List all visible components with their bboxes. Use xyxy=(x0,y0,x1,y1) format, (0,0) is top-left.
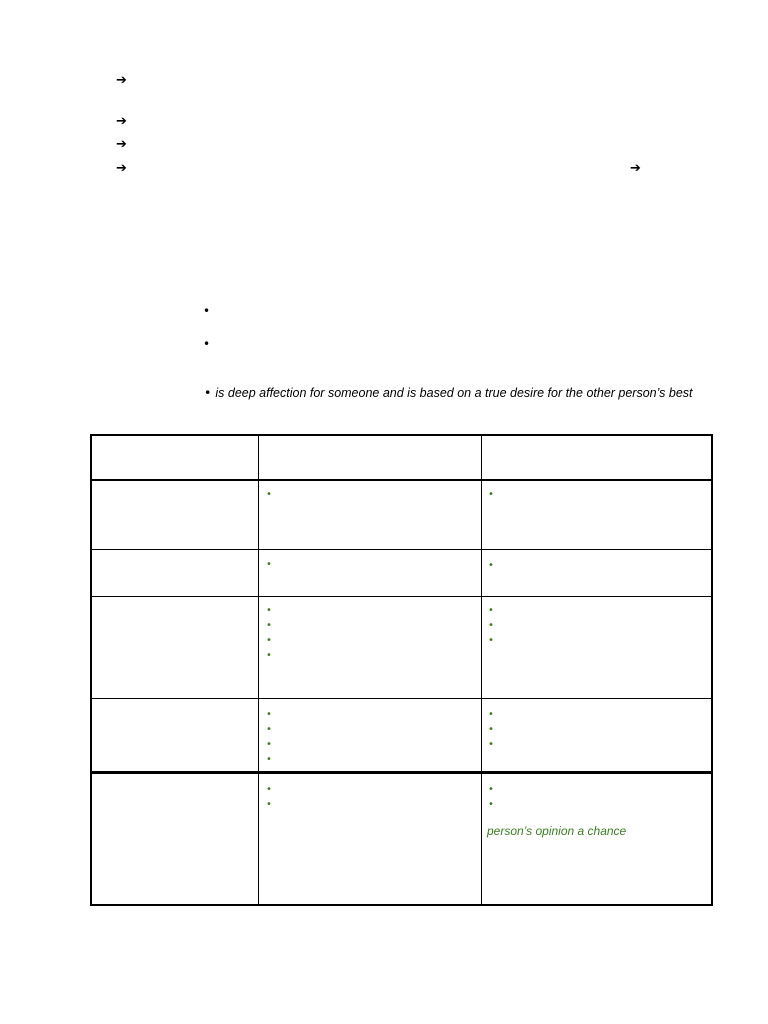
bullet-icon: • xyxy=(266,799,272,810)
bullet-icon: • xyxy=(266,739,272,750)
comparison-table xyxy=(90,434,713,906)
arrow-icon: ➔ xyxy=(630,161,641,176)
bullet-icon: • xyxy=(266,620,272,631)
bullet-icon: • xyxy=(488,784,494,795)
arrow-icon: ➔ xyxy=(116,73,127,88)
bullet-icon: • xyxy=(488,724,494,735)
arrow-icon: ➔ xyxy=(116,114,127,129)
bullet-icon: • xyxy=(266,605,272,616)
bullet-icon: • xyxy=(488,739,494,750)
arrow-icon: ➔ xyxy=(116,161,127,176)
bullet-icon: • xyxy=(488,560,494,571)
bullet-icon: • xyxy=(488,605,494,616)
bullet-icon: • xyxy=(266,635,272,646)
row-divider xyxy=(92,596,711,597)
bullet-icon: • xyxy=(488,799,494,810)
bullet-icon: • xyxy=(488,709,494,720)
bullet-icon: • xyxy=(266,559,272,570)
bullet-icon: • xyxy=(266,709,272,720)
bullet-icon: • xyxy=(488,620,494,631)
bullet-icon: • xyxy=(266,784,272,795)
bullet-icon: • xyxy=(204,385,212,400)
row-divider xyxy=(92,698,711,699)
bullet-icon: • xyxy=(488,489,494,500)
row-divider xyxy=(92,771,711,774)
bullet-icon: • xyxy=(266,754,272,765)
definition-text: is deep affection for someone and is based on a true desire for the other person’s best xyxy=(215,386,693,400)
row-divider xyxy=(92,479,711,481)
bullet-icon: • xyxy=(266,650,272,661)
bullet-icon: • xyxy=(203,304,211,318)
bullet-icon: • xyxy=(488,635,494,646)
definition-line xyxy=(204,385,693,401)
row-divider xyxy=(92,549,711,550)
table-note: person’s opinion a chance xyxy=(487,824,627,838)
column-divider xyxy=(481,436,482,904)
arrow-icon: ➔ xyxy=(116,137,127,152)
bullet-icon: • xyxy=(266,724,272,735)
bullet-icon: • xyxy=(203,337,211,351)
bullet-icon: • xyxy=(266,489,272,500)
column-divider xyxy=(258,436,259,904)
